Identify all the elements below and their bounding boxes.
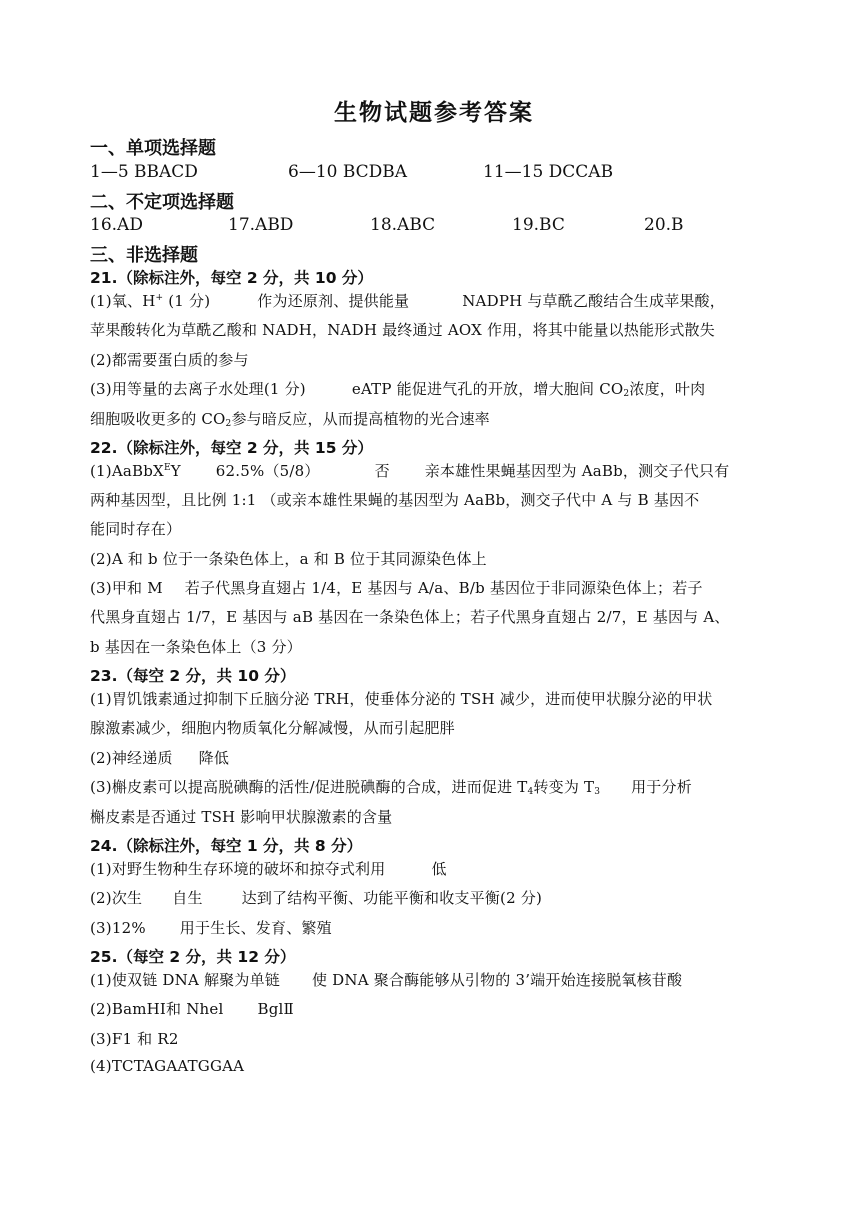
multi-choice-answer-17: 17.ABD <box>228 215 294 235</box>
question-21-heading: 21.（除标注外，每空 2 分，共 10 分） <box>90 269 373 287</box>
q22-line-1: (1)AaBbX$^E$Y 62.5%（5/8） 否 亲本雄性果蝇基因型为 AaBb，测交子代只有 <box>90 462 730 480</box>
q22-line-7: b 基因在一条染色体上（3 分） <box>90 638 302 656</box>
question-24-heading: 24.（除标注外，每空 1 分，共 8 分） <box>90 837 363 855</box>
q21-line-5: 细胞吸收更多的 $CO_2$参与暗反应，从而提高植物的光合速率 <box>90 410 490 429</box>
q24-line-2: (2)次生 自生 达到了结构平衡、功能平衡和收支平衡(2 分) <box>90 889 543 907</box>
multi-choice-answer-20: 20.B <box>644 215 684 235</box>
q25-line-2: (2)BamHⅠ和 Nhel BglⅡ <box>90 1000 294 1018</box>
q22-line-6: 代黑身直翅占 1/7，E 基因与 aB 基因在一条染色体上；若子代黑身直翅占 2/7，E 基因与 A、 <box>90 608 730 626</box>
question-22-heading: 22.（除标注外，每空 2 分，共 15 分） <box>90 439 373 457</box>
q24-line-1: (1)对野生物种生存环境的破坏和掠夺式利用 低 <box>90 860 447 878</box>
q24-line-3: (3)12% 用于生长、发育、繁殖 <box>90 919 332 937</box>
q23-line-4: (3)槲皮素可以提高脱碘酶的活性/促进脱碘酶的合成，进而促进 $T_4$转变为 $T_3$ 用于分析 <box>90 778 692 797</box>
page-title: 生物试题参考答案 <box>334 100 534 126</box>
multi-choice-answer-19: 19.BC <box>512 215 565 235</box>
q23-line-1: (1)胃饥饿素通过抑制下丘脑分泌 TRH，使垂体分泌的 TSH 减少，进而使甲状腺分泌的甲状 <box>90 690 713 708</box>
q22-line-2: 两种基因型，且比例 1:1 （或亲本雄性果蝇的基因型为 AaBb，测交子代中 A 与 B 基因不 <box>90 491 700 509</box>
q22-line-5: (3)甲和 M 若子代黑身直翅占 1/4，E 基因与 A/a、B/b 基因位于非同源染色体上；若子 <box>90 579 703 597</box>
q25-line-4: (4)TCTAGAATGGAA <box>90 1057 245 1075</box>
single-choice-answers-2: 6—10 BCDBA <box>288 162 408 182</box>
multi-choice-answer-16: 16.AD <box>90 215 143 235</box>
q22-line-4: (2)A 和 b 位于一条染色体上，a 和 B 位于其同源染色体上 <box>90 550 487 568</box>
section-heading-multi-choice: 二、不定项选择题 <box>90 192 234 213</box>
single-choice-answers-3: 11—15 DCCAB <box>483 162 614 182</box>
section-heading-single-choice: 一、单项选择题 <box>90 138 216 159</box>
multi-choice-answer-18: 18.ABC <box>370 215 436 235</box>
question-25-heading: 25.（每空 2 分，共 12 分） <box>90 948 296 966</box>
q25-line-3: (3)F1 和 R2 <box>90 1030 179 1048</box>
single-choice-answers-1: 1—5 BBACD <box>90 162 198 182</box>
question-23-heading: 23.（每空 2 分，共 10 分） <box>90 667 296 685</box>
q23-line-5: 槲皮素是否通过 TSH 影响甲状腺激素的含量 <box>90 808 393 826</box>
q25-line-1: (1)使双链 DNA 解聚为单链 使 DNA 聚合酶能够从引物的 3’端开始连接脱氧核苷酸 <box>90 971 683 989</box>
q21-line-4: (3)用等量的去离子水处理(1 分) eATP 能促进气孔的开放，增大胞间 $CO_2$浓度，叶肉 <box>90 380 706 399</box>
q23-line-2: 腺激素减少，细胞内物质氧化分解减慢，从而引起肥胖 <box>90 719 455 737</box>
q21-line-2: 苹果酸转化为草酰乙酸和 NADH，NADH 最终通过 AOX 作用，将其中能量以热能形式散失 <box>90 321 715 339</box>
q22-line-3: 能同时存在） <box>90 520 182 538</box>
q23-line-3: (2)神经递质 降低 <box>90 749 230 767</box>
q21-line-3: (2)都需要蛋白质的参与 <box>90 351 249 369</box>
section-heading-non-choice: 三、非选择题 <box>90 245 198 266</box>
q21-line-1: (1)氧、H+ (1 分) 作为还原剂、提供能量 NADPH 与草酰乙酸结合生成苹果酸， <box>90 292 725 310</box>
